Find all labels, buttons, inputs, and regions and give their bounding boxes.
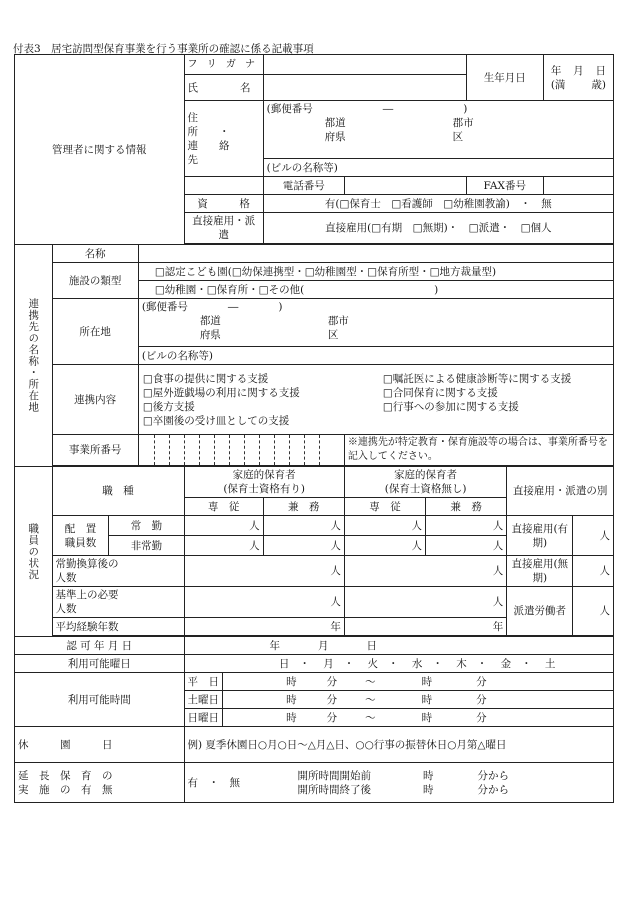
direct-fixed-count[interactable]: 人 [573,516,614,556]
city-1: 郡市 [452,117,474,129]
postal-close: ) [463,103,468,115]
extended-option[interactable]: 有 ・ 無 [187,776,240,789]
avg-years-1[interactable]: 年 [184,618,344,636]
city-2: 区 [452,131,464,143]
required-count-2[interactable]: 人 [344,587,506,618]
saturday-label: 土曜日 [184,691,223,709]
staff-count-cell[interactable]: 人 [426,516,507,536]
direct-header: 直接雇用・派遣の別 [507,467,614,516]
weekday-label: 平 日 [184,673,223,691]
pref-1: 都道 [324,117,346,129]
age-open: (満 [550,78,566,91]
approval-label: 認 可 年 月 日 [15,637,185,655]
avg-years-label: 平均経験年数 [52,618,184,636]
fte-count-1[interactable]: 人 [184,556,344,587]
month-label: 月 [573,64,584,77]
partner-address-field[interactable] [138,299,613,347]
phone-field[interactable] [344,177,466,195]
fte-label [52,556,184,587]
employment-label: 直接雇用・派遣 [184,213,263,244]
minute-unit: 分 [326,693,338,706]
partner-postal-close: ) [278,301,283,313]
content-left-item[interactable]: □卒園後の受け皿としての支援 [142,414,290,427]
hour-unit: 時 [423,783,434,796]
content-left-item[interactable]: □食事の提供に関する支援 [142,372,269,385]
fax-label: FAX番号 [466,177,543,195]
registration-form [14,54,614,803]
fte-label-1: 常勤換算後の [55,558,119,570]
staff-count-cell[interactable]: 人 [344,516,425,536]
furigana-field[interactable] [263,55,466,75]
sunday-hours-field[interactable] [223,709,614,727]
staff-count-cell[interactable]: 人 [344,536,425,556]
dispatch-count[interactable]: 人 [573,587,614,636]
assignment-label-2: 職員数 [64,536,97,549]
available-days-label: 利用可能曜日 [15,655,185,673]
after-label: 開所時間終了後 [297,783,371,796]
fax-field[interactable] [543,177,613,195]
group-1-sub: (保育士資格有り) [223,483,306,495]
day-sep: ・ [388,657,399,670]
staff-count-cell[interactable]: 人 [263,536,344,556]
required-count-1[interactable]: 人 [184,587,344,618]
minute-unit: 分 [326,711,338,724]
birthdate-label: 生年月日 [466,55,543,101]
partner-pref-1: 都道 [199,315,221,327]
staff-section-label [15,467,53,637]
partner-building-label: (ビルの名称等) [141,349,214,362]
direct-indef-count[interactable]: 人 [573,556,614,587]
staff-count-cell[interactable]: 人 [263,516,344,536]
day-item[interactable]: 火 [367,657,379,670]
available-days-field[interactable] [184,655,614,673]
employment-options[interactable]: 直接雇用(□有期 □無期)・ □派遣・ □個人 [263,213,613,244]
approval-date-field[interactable] [184,637,614,655]
content-left-list [143,372,383,428]
tilde: ～ [365,693,376,706]
partner-content-field[interactable] [138,365,613,435]
day-sep: ・ [432,657,443,670]
partner-name-label: 名称 [52,245,138,263]
required-label [52,587,184,618]
regular-label: 常 勤 [109,516,184,536]
group-2-title: 家庭的保育者 [394,469,458,481]
content-right-item[interactable]: □嘱託医による健康診断等に関する支援 [382,372,572,385]
content-label: 連携内容 [52,365,138,435]
postal-label: (郵便番号 [266,103,313,115]
phone-label: 電話番号 [263,177,344,195]
approval-month: 月 [318,639,329,652]
partner-section-text: 連携先の名称・所在地 [27,298,40,413]
partner-section-label [15,245,53,467]
partner-city-1: 郡市 [327,315,349,327]
facility-type-line-2-text: □幼稚園・□保育所・□その他( [154,283,305,296]
day-item[interactable]: 木 [456,657,467,670]
tilde: ～ [365,711,376,724]
facility-type-line-2[interactable] [138,281,613,299]
building-label: (ビルの名称等) [266,161,338,174]
partner-building-field[interactable] [138,347,613,365]
approval-year: 年 [269,639,280,652]
location-label: 所在地 [52,299,138,365]
office-number-note: ※連携先が特定教育・保育施設等の場合は、事業所番号を記入してください。 [344,435,613,466]
minute-from: 分から [477,783,509,796]
avg-years-2[interactable]: 年 [344,618,506,636]
staff-count-cell[interactable]: 人 [184,536,263,556]
minute-unit: 分 [476,711,487,724]
hour-unit: 時 [286,711,297,724]
tilde: ～ [365,675,376,688]
minute-unit: 分 [326,675,338,688]
day-sep: ・ [521,657,532,670]
hour-unit: 時 [286,675,297,688]
hour-unit: 時 [423,769,434,782]
extended-label-1: 延 長 保 育 の [18,769,113,782]
partner-name-field[interactable] [138,245,613,263]
extended-label-2: 実 施 の 有 無 [18,783,113,796]
form-caption: 付表3 居宅訪問型保育事業を行う事業所の確認に係る記載事項 [13,43,314,55]
address-label [184,101,263,177]
content-right-list [383,372,571,428]
before-label: 開所時間開始前 [297,769,371,782]
hour-unit: 時 [421,693,433,706]
partner-postal-dash: ― [227,301,239,313]
content-left-item[interactable]: □後方支援 [142,400,195,413]
assignment-label-1: 配 置 [64,522,97,535]
staff-section-text: 職員の状況 [27,522,40,581]
job-label: 職 種 [52,467,184,516]
day-item[interactable]: 月 [323,657,334,670]
partner-postal-label: (郵便番号 [141,301,188,313]
minute-unit: 分 [476,675,487,688]
direct-fixed-label: 直接雇用(有期) [507,516,573,556]
manager-address-field[interactable] [263,101,613,159]
dispatch-label: 派遣労働者 [507,587,573,636]
pref-2: 府県 [324,131,346,143]
name-field[interactable] [263,75,466,101]
g2-fulltime: 専 従 [344,498,425,516]
manager-section-label: 管理者に関する情報 [15,55,185,245]
group-2-header [344,467,506,498]
required-label-2: 人数 [55,603,77,615]
extended-label [15,763,185,803]
day-item[interactable]: 金 [500,657,512,670]
partner-pref-2: 府県 [199,329,221,341]
facility-type-label: 施設の類型 [52,263,138,299]
extended-field[interactable] [184,763,614,803]
available-hours-label: 利用可能時間 [15,673,185,727]
saturday-hours-field[interactable] [223,691,614,709]
g1-fulltime: 専 従 [184,498,263,516]
day-item[interactable]: 水 [411,657,423,670]
content-left-item[interactable]: □屋外遊戯場の利用に関する支援 [142,386,300,399]
hour-unit: 時 [286,693,297,706]
direct-indef-label: 直接雇用(無期) [507,556,573,587]
address-label-2: 連 絡 先 [187,139,251,166]
staff-count-cell[interactable]: 人 [184,516,263,536]
staff-count-cell[interactable]: 人 [426,536,507,556]
partner-city-2: 区 [327,329,339,341]
required-label-1: 基準上の必要 [55,589,119,601]
day-item[interactable]: 日 [278,657,290,670]
qualification-label: 資 格 [184,195,263,213]
address-label-1: 住 所 ・ [187,111,230,138]
fte-label-2: 人数 [55,572,77,584]
group-1-title: 家庭的保育者 [232,469,296,481]
group-1-header [184,467,344,498]
holidays-field[interactable]: 例) 夏季休園日○月○日～△月△日、○○行事の振替休日○月第△曜日 [184,727,614,763]
office-number-label: 事業所番号 [52,435,138,466]
day-sep: ・ [343,657,355,670]
day-item[interactable]: 土 [544,657,556,670]
office-number-boxes[interactable] [138,435,344,466]
day-sep: ・ [476,657,488,670]
day-sep: ・ [299,657,310,670]
fte-count-2[interactable]: 人 [344,556,506,587]
assignment-label [52,516,109,556]
holidays-label: 休 園 日 [15,727,185,763]
content-right-item[interactable]: □合同保育に関する支援 [382,386,498,399]
content-right-item[interactable]: □行事への参加に関する支援 [382,400,519,413]
birthdate-field[interactable] [543,55,613,101]
furigana-label: フ リ ガ ナ [184,55,263,75]
age-close: 歳) [591,78,606,91]
approval-day: 日 [366,639,377,652]
hour-unit: 時 [421,675,433,688]
weekday-hours-field[interactable] [223,673,614,691]
year-label: 年 [550,64,562,77]
sunday-label: 日曜日 [184,709,223,727]
minute-unit: 分 [476,693,487,706]
g2-parttime: 兼 務 [426,498,507,516]
minute-from: 分から [477,769,509,782]
qualification-options[interactable]: 有(□保育士 □看護師 □幼稚園教諭) ・ 無 [263,195,613,213]
name-label: 氏 名 [184,75,263,101]
day-label: 日 [595,64,606,77]
g1-parttime: 兼 務 [263,498,344,516]
group-2-sub: (保育士資格無し) [384,483,467,495]
facility-type-line-2-close: ) [434,283,439,296]
manager-building-field[interactable] [263,159,613,177]
nonregular-label: 非常勤 [109,536,184,556]
postal-dash: ― [382,103,394,115]
hour-unit: 時 [421,711,433,724]
facility-type-line-1[interactable]: □認定こども園(□幼保連携型・□幼稚園型・□保育所型・□地方裁量型) [138,263,613,281]
